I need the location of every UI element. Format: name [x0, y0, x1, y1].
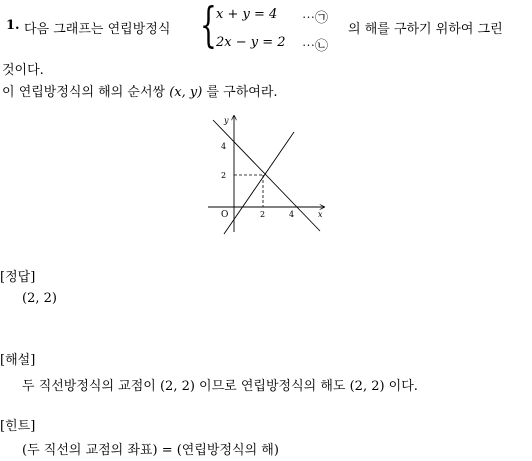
equation-2	[216, 35, 286, 50]
line-eq2	[224, 132, 294, 234]
explanation-heading: [해설]	[0, 353, 36, 368]
coordinate-graph	[200, 110, 340, 240]
tick-y-4: 4	[221, 142, 227, 151]
equation-1-marker: ⋯㉠	[302, 11, 329, 26]
hint-heading: [힌트]	[0, 419, 36, 434]
problem-number: 1.	[6, 18, 20, 33]
equation-2-lhs: 2x − y = 2	[216, 35, 286, 50]
problem-line1-suffix: 의 해를 구하기 위하여 그린	[348, 22, 503, 37]
explanation-text: 두 직선방정식의 교점이 (2, 2) 이므로 연립방정식의 해도 (2, 2) 이다.	[22, 379, 418, 394]
x-axis-label: x	[318, 210, 323, 219]
line-eq1	[213, 120, 320, 231]
y-axis-label: y	[224, 116, 229, 125]
answer-value: (2, 2)	[22, 291, 57, 306]
equation-1	[216, 7, 277, 22]
origin-label: O	[221, 210, 229, 220]
problem-line1-prefix: 다음 그래프는 연립방정식	[24, 22, 171, 37]
hint-text: (두 직선의 교점의 좌표) = (연립방정식의 해)	[22, 443, 279, 458]
problem-line3-pair: (x, y)	[169, 85, 203, 100]
tick-x-2: 2	[260, 210, 266, 219]
tick-x-4: 4	[289, 210, 295, 219]
tick-y-2: 2	[221, 171, 227, 180]
answer-heading: [정답]	[0, 270, 36, 285]
system-brace: {	[200, 0, 217, 53]
problem-line3-prefix: 이 연립방정식의 해의 순서쌍	[2, 85, 166, 100]
equation-1-lhs: x + y = 4	[216, 7, 278, 22]
problem-line3	[2, 81, 278, 100]
equation-2-marker: ⋯㉡	[302, 39, 329, 54]
problem-line3-suffix: 를 구하여라.	[206, 85, 278, 100]
problem-line2: 것이다.	[2, 63, 44, 78]
